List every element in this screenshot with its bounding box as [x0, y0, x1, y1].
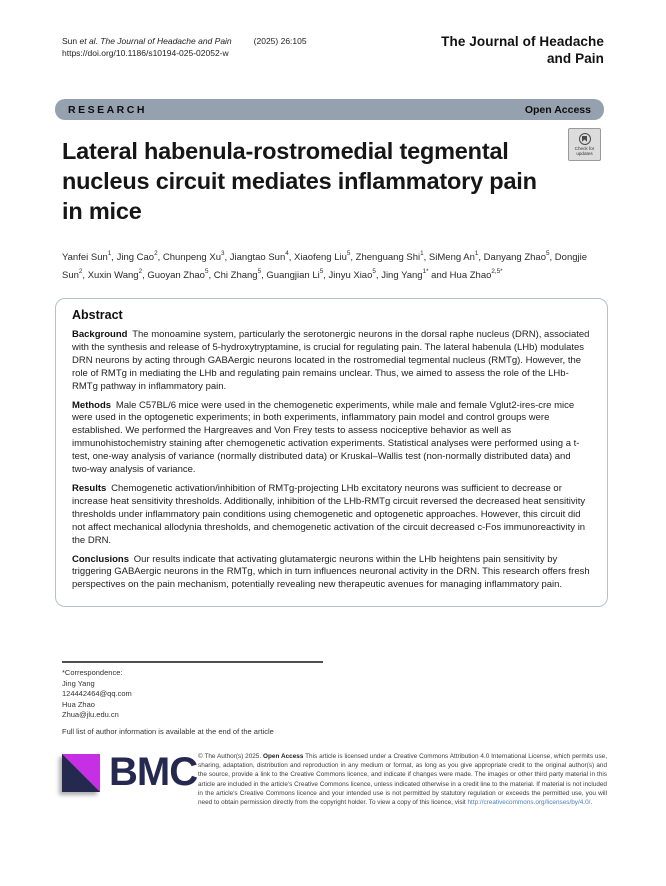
abstract-heading: Abstract: [72, 308, 123, 322]
correspondence-line: *Correspondence:: [62, 668, 123, 677]
correspondence-line: Jing Yang: [62, 678, 95, 688]
abstract-paragraph: Conclusions Our results indicate that activating glutamatergic neurons within the LHb heightens pain sensitivity by triggering GABAergic neurons in the RMTg, which in turn influences neuronal activity in the DRN. This research offers fresh perspectives on the pain mechanism, potentially revealing new therapeutic avenues for managing inflammatory pain.: [72, 553, 590, 591]
author: SiMeng An$^1$: [428, 250, 479, 263]
bmc-logo-icon: [62, 754, 100, 792]
footnote-divider: [62, 661, 323, 663]
abstract-box: [55, 298, 608, 607]
article-type-banner: [55, 99, 604, 120]
license-link[interactable]: http://creativecommons.org/licenses/by/4.0/: [467, 799, 591, 807]
open-access-label: Open Access: [524, 103, 591, 116]
license-suffix: .: [590, 799, 593, 807]
correspondence-block: [62, 668, 132, 721]
abstract-sections: [72, 329, 591, 592]
license-copyright: © The Author(s) 2025.: [198, 753, 264, 760]
author: Chunpeng Xu$^3$: [162, 250, 225, 263]
author-list: Yanfei Sun$^1$, Jing Cao$^2$, Chunpeng Xu$^3$, Jiangtao Sun$^4$, Xiaofeng Liu$^5$, Zhenguang Shi$^1$, SiMeng An$^1$, Danyang Zhao$^5$, Dongjie Sun$^2$, Xuxin Wang$^2$, Guoyan Zhao$^5$, Chi Zhang$^5$, Guangjian Li$^5$, Jinyu Xiao$^5$, Jing Yang$^{1*}$ and Hua Zhao$^{2,5*}$: [62, 250, 588, 281]
license-paragraph: [198, 752, 607, 807]
author: Guoyan Zhao$^5$: [147, 267, 209, 281]
author: Jing Cao$^2$: [116, 250, 158, 263]
author: Jiangtao Sun$^4$: [229, 250, 289, 263]
author: Zhenguang Shi$^1$: [355, 250, 424, 263]
abstract-paragraph: Methods Male C57BL/6 mice were used in the chemogenetic experiments, while male and female Vglut2-ires-cre mice were used in the optogenetic experiments; in both experiments, inflammatory pain model and control groups were established. We performed the Hargreaves and Von Frey tests to assess nociceptive behavior as well as immunohistochemistry staining after chemogenetic activation experiments. Statistical analyses were performed using a t-test, one-way analysis of variance (normally distributed data) or Kruskal–Wallis test (non-normally distributed data) and two-way analysis of variance.: [72, 399, 580, 476]
check-updates-label: Check for updates: [574, 145, 595, 156]
article-title: [62, 136, 622, 226]
journal-name: [441, 33, 604, 67]
citation: [62, 35, 307, 59]
author: Xuxin Wang$^2$: [87, 267, 143, 281]
journal-name-line1: The Journal of Headache: [441, 34, 604, 49]
article-title-line: in mice: [62, 198, 142, 224]
abstract-paragraph: Results Chemogenetic activation/inhibition of RMTg-projecting LHb excitatory neurons was sufficient to decrease or increase heat sensitivity thresholds. Additionally, inhibition of the LHb-RMTg circuit reversed the decreased heat sensitivity thresholds under inflammatory pain conditions using chemogenetic and optogenetic approaches. However, this circuit did not affect mechanical allodynia thresholds, and chemogenetic activation of the circuit decreased c-Fos immunoreactivity in the DRN.: [72, 482, 586, 546]
article-type-label: RESEARCH: [68, 103, 147, 116]
author: Danyang Zhao$^5$: [483, 250, 550, 263]
license-body: This article is licensed under a Creative Commons Attribution 4.0 International License, which permits use, sharing, adaptation, distribution and reproduction in any medium or format, as long as you give appropriate credit to the original author(s) and the source, provide a link to the Creative Commons licence, and indicate if changes were made. The images or other third party material in this article are included in the article's Creative Commons licence, unless indicated otherwise in a credit line to the material. If material is not included in the article's Creative Commons licence and your intended use is not permitted by statutory regulation or exceeds the permitted use, you will need to obtain permission directly from the copyright holder. To view a copy of this licence, visit: [198, 753, 607, 807]
citation-journal-italic: et al. The Journal of Headache and Pain: [79, 36, 232, 46]
author-info-note: Full list of author information is available at the end of the article: [62, 727, 274, 736]
article-title-line: Lateral habenula-rostromedial tegmental: [62, 138, 509, 164]
license-open-access: Open Access: [263, 753, 304, 760]
author: Guangjian Li$^5$: [266, 267, 324, 281]
citation-line: Sun et al. The Journal of Headache and Pain (2025) 26:105: [62, 36, 307, 46]
correspondence-line: 124442464@qq.com: [62, 689, 132, 698]
abstract-paragraph: Background The monoamine system, particularly the serotonergic neurons in the dorsal raphe nucleus (DRN), associated with the synthesis and release of 5-hydroxytryptamine, is crucial for regulating pain. The lateral habenula (LHb) modulates DRN neurons by acting through GABAergic neurons located in the rostromedial tegmental nucleus (RMTg). However, the role of RMTg in mediating the LHb and regulating pain remains unclear. Thus, we aimed to assess the role of the LHb-RMTg pathway in inflammatory pain.: [72, 329, 590, 392]
author: Jing Yang$^{1*}$: [381, 267, 429, 281]
author: Xiaofeng Liu$^5$: [294, 250, 351, 263]
correspondence-line: Zhua@jlu.edu.cn: [62, 710, 119, 719]
author: Chi Zhang$^5$: [213, 267, 262, 281]
author: Yanfei Sun$^1$: [62, 250, 112, 263]
author: Jinyu Xiao$^5$: [328, 267, 376, 281]
journal-name-line2: and Pain: [546, 51, 604, 66]
citation-ref: (2025) 26:105: [253, 36, 307, 46]
correspondence-line: Hua Zhao: [62, 699, 95, 709]
doi-text: https://doi.org/10.1186/s10194-025-02052-w: [62, 48, 229, 58]
author: Dongjie Sun$^2$: [62, 252, 588, 281]
bmc-logo: [62, 750, 198, 794]
bmc-logo-text: BMC: [109, 750, 198, 794]
author: Hua Zhao$^{2,5*}$: [449, 267, 503, 281]
article-title-line: nucleus circuit mediates inflammatory pain: [62, 168, 537, 194]
